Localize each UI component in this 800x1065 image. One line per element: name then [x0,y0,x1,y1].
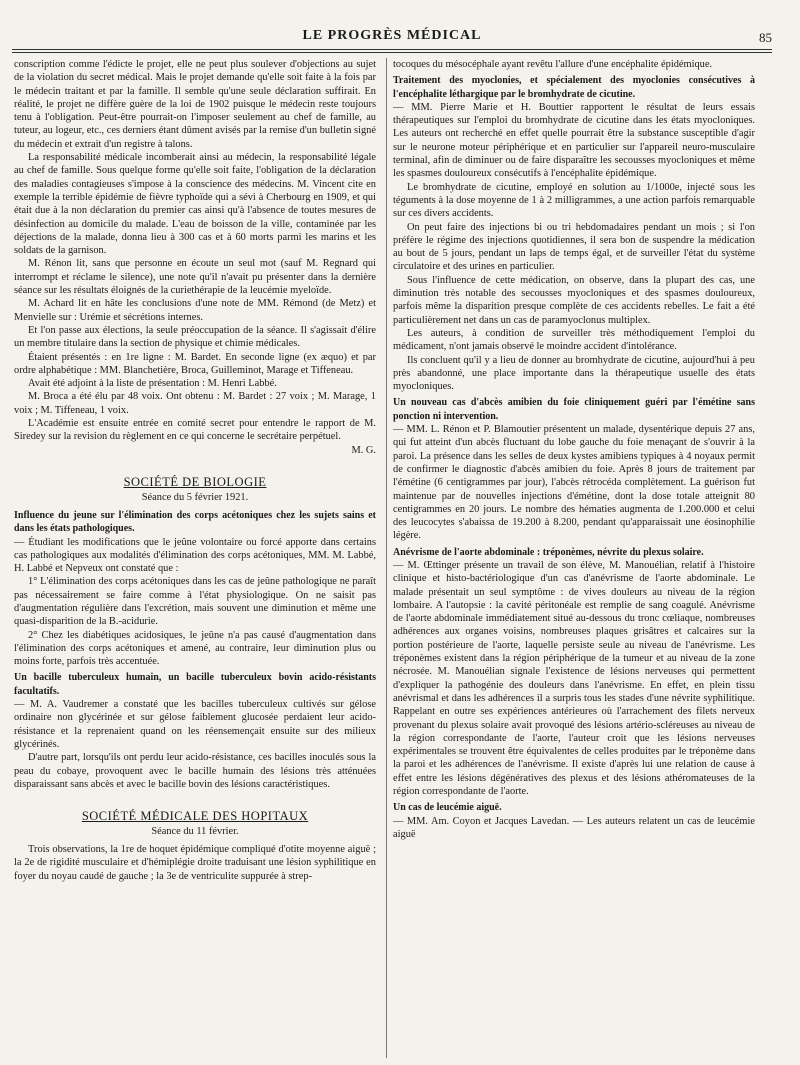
left-column [14,58,376,1058]
paragraph: D'autre part, lorsqu'ils ont perdu leur acido-résistance, ces bacilles inoculés sous la peau du cobaye, provoquent avec le bacille humain des lésions très atténuées disparaissant sans abcès et avec le bacille bovin des lésions caractéristiques. [14,752,376,790]
section-title-biologie: SOCIÉTÉ DE BIOLOGIE [123,474,267,489]
paragraph: Le bromhydrate de cicutine, employé en solution au 1/1000e, injecté sous les téguments à la dose moyenne de 1 à 2 milligrammes, a une action parfois remarquable sur ces divers accidents. [393,181,755,220]
topic-heading: Anévrisme de l'aorte abdominale : tréponèmes, névrite du plexus solaire. [393,546,704,558]
paragraph: L'Académie est ensuite entrée en comité secret pour entendre le rapport de M. Siredey sur la revision du règlement en ce qui concerne le secrétaire perpétuel. [14,418,376,443]
header-rule-top [12,49,772,50]
paragraph: Et l'on passe aux élections, la seule préoccupation de la séance. Il s'agissait d'élire un membre titulaire dans la section de physique et chimie médicales. [14,324,376,350]
topic-heading: Un bacille tuberculeux humain, un bacille tuberculeux bovin acido-résistants facultatifs. [14,672,376,697]
paragraph: — M. Œttinger présente un travail de son élève, M. Manouélian, relatif à l'histoire clinique et histo-bactériologique d'un cas d'anévrisme de l'aorte abdominale. Le malade présentait un seul symptôme : de vives douleurs au niveau de la région lombaire. A l'autopsie : la cavité péritonéale est remplie de sang coagulé. Anévrisme de l'aorte abdominale immédiatement situé au-dessous du tronc cœliaque, nombreuses adhérences aux organes voisins, nombreuses plaques grisâtres et calcaires sur la portion postérieure de l'aorte, laquelle persiste seule au niveau de l'anévrisme. Les tréponèmes existent dans la région périphérique de la tumeur et au niveau de la zone nécrosée. M. Manouélian signale l'existence de lésions nerveuses qui permettent d'expliquer la pathogénie des douleurs dans l'anévrisme. En effet, en plein tissu anévrismal et dans les adhérences il a surpris tous les stades d'une névrite syphilitique. Rappelant en outre ses expériences antérieures où l'arrachement des filets nerveux provenant du plexus solaire avait provoqué des lésions artério-scléreuses au niveau de la région correspondante de l'aorte, l'auteur croit que les lésions nerveuses expérimentales se trouvent être équivalentes de celles produites par le tréponème dans la paroi et les adhérences de l'anévrisme. Il existe d'après lui une relation de cause à effet entre les lésions dégénératives des plexus et des lésions athéromateuses de la région correspondante de l'aorte. [393,559,755,798]
topic-heading: Un nouveau cas d'abcès amibien du foie cliniquement guéri par l'émétine sans ponction ni intervention. [393,397,755,422]
paragraph: 2° Chez les diabétiques acidosiques, le jeûne n'a pas causé d'augmentation dans l'élimination des corps acétoniques et amené, au contraire, leur diminution plus ou moins forte, parfois très accentuée. [14,629,376,668]
running-title: LE PROGRÈS MÉDICAL [302,28,482,43]
topic-heading: Un cas de leucémie aiguë. [393,802,502,814]
paragraph: On peut faire des injections bi ou tri hebdomadaires pendant un mois ; si l'on préfère le régime des injections quotidiennes, il sera bon de suspendre la médication au bout de 5 jours, pendant un laps de temps égal, et de surveiller l'état du système circulatoire et des urines en particulier. [393,221,755,273]
signature: M. G. [351,444,376,456]
paragraph: — MM. L. Rénon et P. Blamoutier présentent un malade, dysentérique depuis 27 ans, qui fut atteint d'un abcès fluctuant du lobe gauche du foie menaçant de s'ouvrir à la paroi. La présence dans les selles de deux kystes amibiens typiques à 4 noyaux permit de confirmer le diagnostic d'abcès amibien du foie. Après 8 jours de traitement par l'émétine (6 centigrammes par jour), l'abcès rétrocéda complètement. La guérison fut maintenue par de nouvelles injections d'émétine, dont la dose totale atteignit 80 centigrammes en 20 jours. Le nombre des hématies augmenta de 1.200.000 et celui des leucocytes s'abaissa de 19.200 à 8.200, pendant qu'apparaissait une éosinophilie légère. [393,424,755,542]
paragraph: Étaient présentés : en 1re ligne : M. Bardet. En seconde ligne (ex æquo) et par ordre alphabétique : MM. Blanchetière, Broca, Guilleminot, Marage et Tiffeneau. [14,351,376,376]
paragraph: — MM. Pierre Marie et H. Bouttier rapportent le résultat de leurs essais thérapeutiques sur l'emploi du bromhydrate de cicutine dans les états myocloniques. Les auteurs ont recherché en effet quelle pourrait être la substance susceptible d'agir sur le neurone moteur périphérique et en particulier sur l'appareil neuro-musculaire terminal, afin de diminuer ou de faire disparaître les secousses myocloniques et même les spasmes douloureux consécutifs à l'encéphalite épidémique. [393,101,755,180]
paragraph: Trois observations, la 1re de hoquet épidémique compliqué d'otite moyenne aiguë ; la 2e de rigidité musculaire et d'hémiplégie droite traduisant une lésion syphilitique en foyer du noyau caudé de gauche ; la 3e de ventriculite suppurée à strep- [14,844,376,882]
paragraph: M. Rénon lit, sans que personne en écoute un seul mot (sauf M. Regnard qui interrompt et réclame le silence), une note qu'il n'avait pu présenter dans la dernière séance sur les résultats éloignés de la curiethérapie de la leucémie myeloïde. [14,258,376,297]
paragraph: Sous l'influence de cette médication, on observe, dans la plupart des cas, une diminution très notable des secousses myocloniques et des spasmes douloureux, parfois même la disparition presque complète de ces accidents rebelles. Le fait a été particulièrement net dans un cas de paramyoclonus multiplex. [393,274,755,326]
section-title-hopitaux: SOCIÉTÉ MÉDICALE DES HOPITAUX [81,809,309,824]
page-number: 85 [759,30,772,45]
paragraph: conscription comme l'édicte le projet, elle ne peut plus soulever d'objections au sujet de la violation du secret médical. Mais le projet demande qu'elle soit faite à la fois par le médecin traitant et par la famille. Il semble qu'une seule déclaration suffirait. En réalité, le projet ne diffère guère de la loi de 1902 puisque le médecin reste toujours tenu à l'obligation. Peut-être pourrait-on l'imposer seulement au chef de famille, au tuteur, au logeur, etc., ces derniers étant dûment avisés par la remise d'un bulletin signé du médecin et extrait d'un registre à talons. [14,59,376,150]
paragraph: — M. A. Vaudremer a constaté que les bacilles tuberculeux cultivés sur gélose ordinaire non glycérinée et sur gélose faiblement glucosée perdaient leur acido-résistance et la reprenaient quand on les réensemençait ensuite sur des milieux glycérinés. [14,699,376,750]
paragraph: 1° L'élimination des corps acétoniques dans les cas de jeûne pathologique ne paraît pas nécessairement se faire comme à l'état physiologique. On ne saisit pas d'augmentation régulière dans l'excrétion, mais souvent une diminution et même une quasi-disparition de la B.-acidurie. [14,576,376,628]
column-divider [386,58,387,1058]
paragraph: M. Achard lit en hâte les conclusions d'une note de MM. Rémond (de Metz) et Menvielle sur : Urémie et sécrétions internes. [14,298,376,323]
section-date-biologie: Séance du 5 février 1921. [141,491,249,503]
topic-heading: Influence du jeune sur l'élimination des corps acétoniques chez les sujets sains et dans les états pathologiques. [14,509,376,535]
paragraph: M. Broca a été élu par 48 voix. Ont obtenu : M. Bardet : 27 voix ; M. Marage, 1 voix ; M. Tiffeneau, 1 voix. [14,391,376,416]
header-rule-bottom [12,52,772,53]
section-date-hopitaux: Séance du 11 février. [151,826,239,838]
page-header [12,26,772,48]
paragraph: tocoques du mésocéphale ayant revêtu l'allure d'une encéphalite épidémique. [393,59,713,70]
topic-heading: Traitement des myoclonies, et spécialement des myoclonies consécutives à l'encéphalite léthargique par le bromhydrate de cicutine. [393,75,755,100]
paragraph: Avait été adjoint à la liste de présentation : M. Henri Labbé. [28,378,277,390]
paragraph: Les auteurs, à condition de surveiller très méthodiquement l'emploi du médicament, n'ont jamais observé le moindre accident d'intolérance. [393,327,755,353]
signature-line [14,444,376,457]
paragraph: Ils concluent qu'il y a lieu de donner au bromhydrate de cicutine, aujourd'hui à peu près abandonné, une place importante dans la thérapeutique usuelle des états myocloniques. [393,354,755,393]
paragraph: — Étudiant les modifications que le jeûne volontaire ou forcé apporte dans certains cas pathologiques aux modalités d'élimination des corps acétoniques, MM. M. Labbé, H. Labbé et Nepveux ont constaté que : [14,536,376,575]
paragraph: La responsabilité médicale incomberait ainsi au médecin, la responsabilité légale au chef de famille. Sous quelque forme qu'elle soit faite, l'obligation de la déclaration des maladies contagieuses s'impose à la conscience des médecins. M. Vincent cite en exemple la terrible épidémie de fièvre typhoïde qui a sévi à Cherbourg en 1909, et qui était due à la non déclaration du premier cas ainsi qu'à l'absence de toutes mesures de désinfection au domicile du malade. L'eau de boisson de la ville, contaminée par les déjections de la malade, donna lieu à 300 cas et à 60 morts parmi les marins et les soldats de la garnison. [14,152,376,257]
paragraph: — MM. Am. Coyon et Jacques Lavedan. — Les auteurs relatent un cas de leucémie aiguë [393,815,755,840]
right-column [393,58,755,1058]
